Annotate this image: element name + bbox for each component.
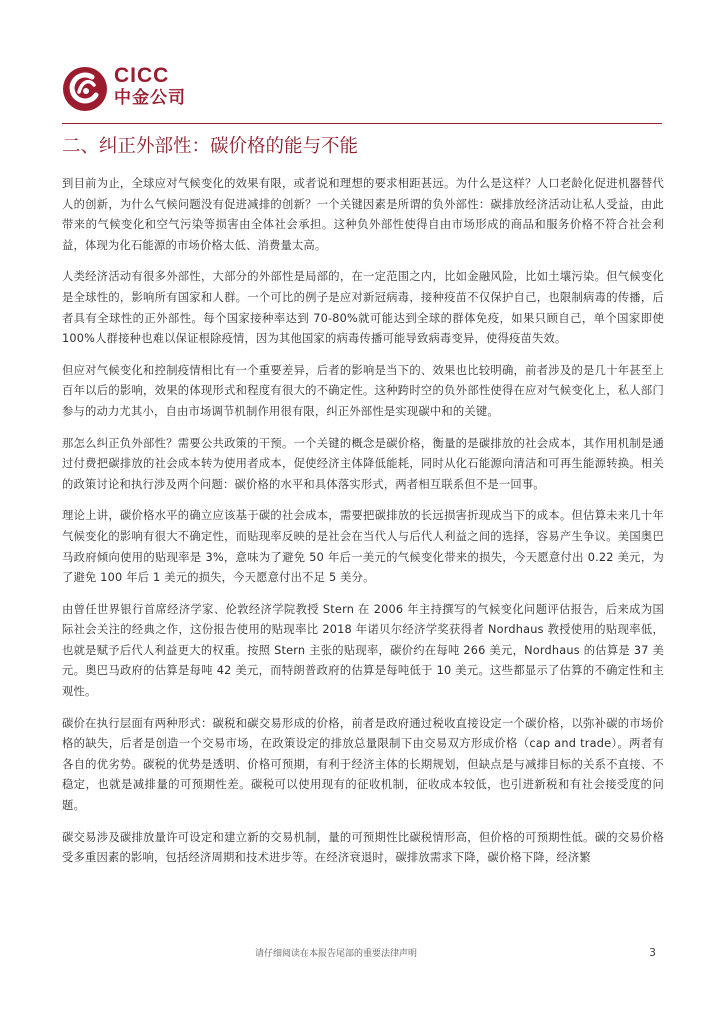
paragraph: 理论上讲，碳价格水平的确立应该基于碳的社会成本，需要把碳排放的长远损害折现成当下的成本。但估算未来几十年气候变化的影响有很大不确定性，而贴现率反映的是社会在当代人与后代人利益之间的选择，容易产生争议。美国奥巴马政府倾向使用的贴现率是 3%，意味为了避免 50 年后一美元的气候变化带来的损失，今天愿意付出 0.22 美元，为了避免 100 年后 1 美元的损失，今天愿意付出不足 5 美分。 xyxy=(62,509,664,585)
page-number: 3 xyxy=(649,946,656,959)
logo-text xyxy=(114,64,186,108)
paragraph: 由曾任世界银行首席经济学家、伦敦经济学院教授 Stern 在 2006 年主持撰写的气候变化问题评估报告，后来成为国际社会关注的经典之作，这份报告使用的贴现率比 2018 年诺贝尔经济学奖获得者 Nordhaus 教授使用的贴现率低，也就是赋予后代人利益更大的权重。按照 Stern 主张的贴现率，碳价约在每吨 266 美元，Nordhaus 的估算是 37 美元。奥巴马政府的估算是每吨 42 美元，而特朗普政府的估算是每吨低于 10 美元。这些都显示了估算的不确定性和主观性。 xyxy=(62,602,664,699)
header-divider xyxy=(62,123,662,124)
cicc-logo-icon xyxy=(62,66,108,112)
paragraph: 到目前为止，全球应对气候变化的效果有限，或者说和理想的要求相距甚远。为什么是这样？人口老龄化促进机器替代人的创新，为什么气候问题没有促进减排的创新？一个关键因素是所谓的负外部性：碳排放经济活动让私人受益，由此带来的气候变化和空气污染等损害由全体社会承担。这种负外部性使得自由市场形成的商品和服务价格不符合社会利益，体现为化石能源的市场价格太低、消费量太高。 xyxy=(62,177,664,252)
paragraph: 那怎么纠正负外部性？需要公共政策的干预。一个关键的概念是碳价格，衡量的是碳排放的社会成本，其作用机制是通过付费把碳排放的社会成本转为使用者成本，促使经济主体降低能耗，同时从化石能源向清洁和可再生能源转换。相关的政策讨论和执行涉及两个问题：碳价格的水平和具体落实形式，两者相互联系但不是一回事。 xyxy=(62,436,664,491)
paragraph: 碳价在执行层面有两种形式：碳税和碳交易形成的价格，前者是政府通过税收直接设定一个碳价格，以弥补碳的市场价格的缺失，后者是创造一个交易市场，在政策设定的排放总量限制下由交易双方形成价格（cap and trade）。两者有各自的优劣势。碳税的优势是透明、价格可预期，有利于经济主体的长期规划，但缺点是与减排目标的关系不直接、不稳定，也就是减排量的可预期性差。碳税可以使用现有的征收机制，征收成本较低，也引进新税和有社会接受度的问题。 xyxy=(62,716,664,813)
footer-disclaimer: 请仔细阅读在本报告尾部的重要法律声明 xyxy=(255,949,418,959)
section-title: 二、纠正外部性：碳价格的能与不能 xyxy=(62,136,359,157)
paragraph: 人类经济活动有很多外部性，大部分的外部性是局部的，在一定范围之内，比如金融风险，比如土壤污染。但气候变化是全球性的，影响所有国家和人群。一个可比的例子是应对新冠病毒，接种疫苗不仅保护自己，也限制病毒的传播，后者具有全球性的正外部性。每个国家接种率达到 70-80%就可能达到全球的群体免疫，如果只顾自己，单个国家即使 100%人群接种也难以保证根除疫情，因为其他国家的病毒传播可能导致病毒变异，使得疫苗失效。 xyxy=(62,270,664,346)
paragraph: 碳交易涉及碳排放量许可设定和建立新的交易机制，量的可预期性比碳税情形高，但价格的可预期性低。碳的交易价格受多重因素的影响，包括经济周期和技术进步等。在经济衰退时，碳排放需求下降，碳价格下降，经济繁 xyxy=(62,830,664,865)
cicc-logo xyxy=(62,62,222,118)
logo-en: CICC xyxy=(114,64,170,87)
logo-cn: 中金公司 xyxy=(114,88,186,107)
paragraph: 但应对气候变化和控制疫情相比有一个重要差异，后者的影响是当下的、效果也比较明确，前者涉及的是几十年甚至上百年以后的影响，效果的体现形式和程度有很大的不确定性。这种跨时空的负外部性使得在应对气候变化上，私人部门参与的动力尤其小，自由市场调节机制作用很有限，纠正外部性是实现碳中和的关键。 xyxy=(62,363,664,418)
body-text xyxy=(62,174,664,880)
